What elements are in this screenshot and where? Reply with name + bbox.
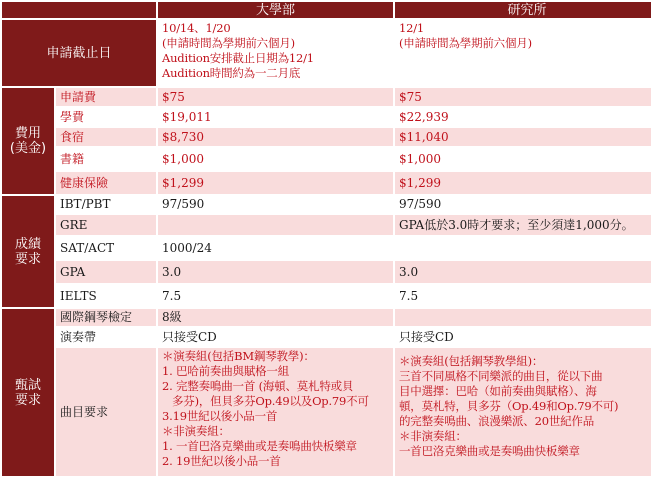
fee-name: 食宿 — [56, 128, 156, 146]
cert-name: 國際鋼琴檢定 — [56, 309, 156, 326]
score-undergrad: 97/590 — [158, 196, 393, 213]
fee-undergrad: $1,299 — [158, 172, 393, 194]
deadline-grad: 12/1 (申請時間為學期前六個月) — [395, 20, 651, 86]
score-grad: GPA低於3.0時才要求；至少須達1,000分。 — [395, 215, 651, 235]
fee-row — [2, 172, 651, 194]
score-row — [2, 237, 651, 259]
score-row — [2, 196, 651, 213]
scores-label: 成績 要求 — [2, 196, 54, 307]
fee-grad: $11,040 — [395, 128, 651, 146]
score-undergrad: 1000/24 — [158, 237, 393, 259]
fee-row — [2, 148, 651, 170]
score-grad: 97/590 — [395, 196, 651, 213]
fee-grad: $1,000 — [395, 148, 651, 170]
repertoire-name: 曲目要求 — [56, 348, 156, 476]
undergrad-header: 大學部 — [158, 2, 393, 18]
fee-undergrad: $75 — [158, 88, 393, 106]
fee-name: 健康保險 — [56, 172, 156, 194]
audition-tape-row — [2, 328, 651, 346]
score-undergrad — [158, 215, 393, 235]
score-name: IELTS — [56, 285, 156, 307]
deadline-undergrad: 10/14、1/20 (申請時間為學期前六個月) Audition安排截止日期為12/1 Audition時間約為一二月底 — [158, 20, 393, 86]
score-row — [2, 285, 651, 307]
fee-row — [2, 108, 651, 126]
fee-undergrad: $1,000 — [158, 148, 393, 170]
score-row — [2, 261, 651, 283]
score-grad: 3.0 — [395, 261, 651, 283]
repertoire-undergrad: ＊演奏組(包括BM鋼琴教學)： 1. 巴哈前奏曲與賦格一組 2. 完整奏鳴曲一首 (海頓、莫札特或貝 多芬)，但貝多芬Op.49以及Op.79不可 3.19世紀以後小品一首 ＊非演奏組： 1. 一首巴洛克樂曲或是奏鳴曲快板樂章 2. 19世紀以後小品一首 — [158, 348, 393, 476]
fee-name: 申請費 — [56, 88, 156, 106]
deadline-row — [2, 20, 651, 86]
fee-grad: $1,299 — [395, 172, 651, 194]
audition-cert-row — [2, 309, 651, 326]
score-row — [2, 215, 651, 235]
score-name: IBT/PBT — [56, 196, 156, 213]
audition-repertoire-row — [2, 348, 651, 476]
score-name: SAT/ACT — [56, 237, 156, 259]
score-name: GPA — [56, 261, 156, 283]
fee-row — [2, 128, 651, 146]
corner-cell — [2, 2, 156, 18]
tape-grad: 只接受CD — [395, 328, 651, 346]
score-undergrad: 3.0 — [158, 261, 393, 283]
audition-label: 甄試 要求 — [2, 309, 54, 476]
score-grad — [395, 237, 651, 259]
tape-undergrad: 只接受CD — [158, 328, 393, 346]
grad-header: 研究所 — [395, 2, 651, 18]
cert-grad — [395, 309, 651, 326]
score-name: GRE — [56, 215, 156, 235]
score-grad: 7.5 — [395, 285, 651, 307]
tape-name: 演奏帶 — [56, 328, 156, 346]
fee-row — [2, 88, 651, 106]
fee-name: 書籍 — [56, 148, 156, 170]
fee-grad: $75 — [395, 88, 651, 106]
header-row — [2, 2, 651, 18]
cert-undergrad: 8級 — [158, 309, 393, 326]
fee-grad: $22,939 — [395, 108, 651, 126]
fee-undergrad: $8,730 — [158, 128, 393, 146]
fee-name: 學費 — [56, 108, 156, 126]
fee-undergrad: $19,011 — [158, 108, 393, 126]
deadline-label: 申請截止日 — [2, 20, 156, 86]
fees-label: 費用 (美金) — [2, 88, 54, 194]
score-undergrad: 7.5 — [158, 285, 393, 307]
repertoire-grad: ＊演奏組(包括鋼琴教學組)： 三首不同風格不同樂派的曲目，從以下曲 目中選擇：巴哈（如前奏曲與賦格）、海 頓，莫札特，貝多芬（Op.49和Op.79不可) 的完整奏鳴曲、浪漫樂派、20世紀作品 ＊非演奏組： 一首巴洛克樂曲或是奏鳴曲快板樂章 — [395, 348, 651, 476]
